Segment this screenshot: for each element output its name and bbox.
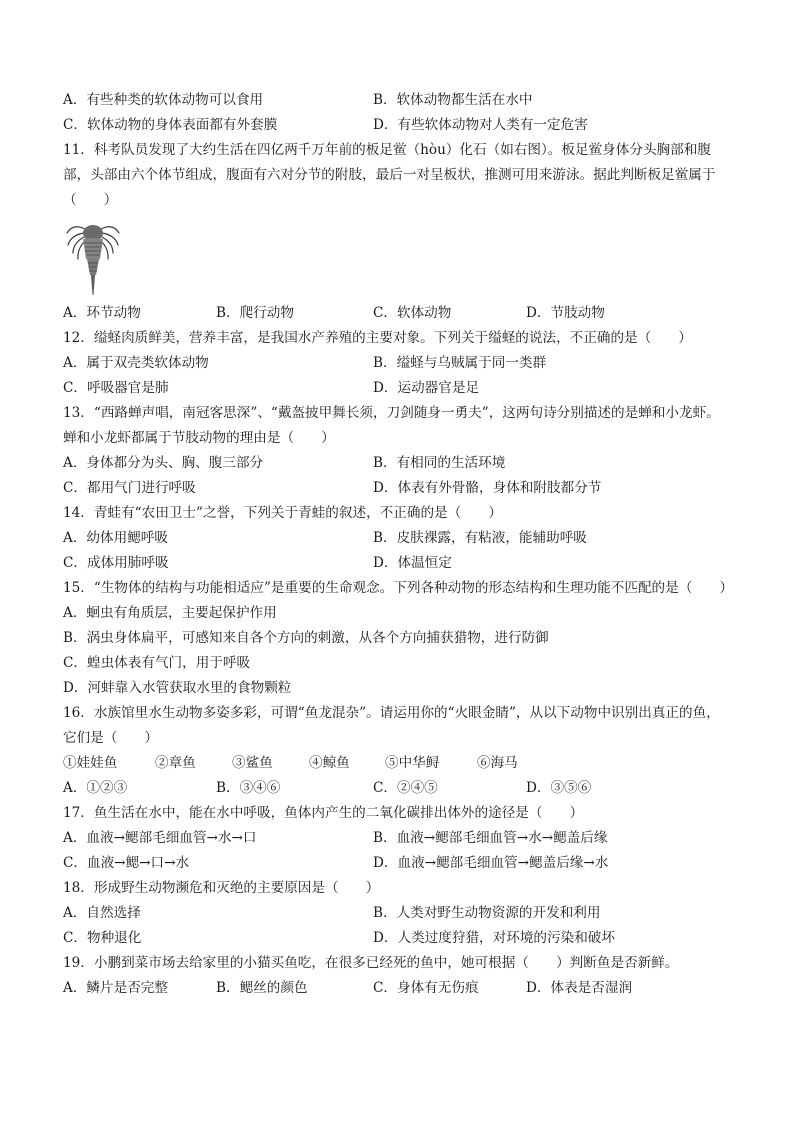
q13-option-c: C．都用气门进行呼吸 [63, 480, 196, 496]
q16-option-d: D．③⑤⑥ [526, 780, 592, 796]
q19-options-row [63, 976, 733, 1001]
q10-option-c: C．软体动物的身体表面都有外套膜 [63, 117, 278, 133]
q12-option-a: A．属于双壳类软体动物 [63, 355, 209, 371]
q14-option-c: C．成体用肺呼吸 [63, 555, 169, 571]
q12-options-row-2 [63, 376, 733, 401]
q13-options-row-1 [63, 451, 733, 476]
q14-option-b: B．皮肤裸露，有粘液，能辅助呼吸 [373, 530, 587, 546]
q16-option-b: B．③④⑥ [216, 780, 281, 796]
q17-stem: 17．鱼生活在水中，能在水中呼吸，鱼体内产生的二氧化碳排出体外的途径是（ ） [63, 805, 584, 821]
q10-option-d: D．有些软体动物对人类有一定危害 [373, 117, 588, 133]
q15-option-c: C．蝗虫体表有气门，用于呼吸 [63, 655, 251, 671]
q17-option-b: B．血液→鳃部毛细血管→水→鳃盖后缘 [373, 830, 608, 846]
q17-option-a: A．血液→鳃部毛细血管→水→口 [63, 830, 257, 846]
q11-option-b: B．爬行动物 [216, 305, 294, 321]
q12-option-c: C．呼吸器官是肺 [63, 380, 169, 396]
q19-option-d: D．体表是否湿润 [526, 980, 633, 996]
q10-options-row-2 [63, 113, 733, 138]
q11-stem: 11．科考队员发现了大约生活在四亿两千万年前的板足鲎（hòu）化石（如右图）。板足鲎身体分头胸部和腹部，头部由六个体节组成，腹面有六对分节的附肢，最后一对呈板状，推测可用来游泳。据此判断板足鲎属于（ ） [63, 142, 716, 208]
q11-option-c: C．软体动物 [373, 305, 452, 321]
eurypterid-fossil-image [63, 215, 733, 297]
q16-items-row [63, 751, 733, 776]
q18-option-d: D．人类过度狩猎，对环境的污染和破坏 [373, 930, 615, 946]
q14-options-row-2 [63, 551, 733, 576]
q13-stem: 13．“西路蝉声唱，南冠客思深”、“戴盔披甲舞长须，刀剑随身一勇夫”，这两句诗分别描述的是蝉和小龙虾。蝉和小龙虾都属于节肢动物的理由是（ ） [63, 405, 720, 446]
q19-stem: 19．小鹏到菜市场去给家里的小猫买鱼吃，在很多已经死的鱼中，她可根据（ ）判断鱼是否新鲜。 [63, 955, 679, 971]
q14-options-row-1 [63, 526, 733, 551]
q11-option-d: D．节肢动物 [526, 305, 605, 321]
q18-stem: 18．形成野生动物濒危和灭绝的主要原因是（ ） [63, 880, 380, 896]
q16-item-2: ②章鱼 [155, 755, 196, 771]
q12-options-row-1 [63, 351, 733, 376]
q10-option-a: A．有些种类的软体动物可以食用 [63, 92, 264, 108]
q15-option-b: B．涡虫身体扁平，可感知来自各个方向的刺激，从各个方向捕获猎物，进行防御 [63, 630, 549, 646]
q15-stem: 15．“生物体的结构与功能相适应”是重要的生命观念。下列各种动物的形态结构和生理功能不匹配的是（ ） [63, 580, 734, 596]
q16-option-c: C．②④⑤ [373, 780, 438, 796]
q12-stem: 12．缢蛏肉质鲜美，营养丰富，是我国水产养殖的主要对象。下列关于缢蛏的说法，不正确的是（ ） [63, 330, 693, 346]
q16-options-row [63, 776, 733, 801]
q10-options-row-1 [63, 88, 733, 113]
q13-option-b: B．有相同的生活环境 [373, 455, 506, 471]
q15-option-a: A．蛔虫有角质层，主要起保护作用 [63, 605, 277, 621]
q18-option-c: C．物种退化 [63, 930, 142, 946]
q10-option-b: B．软体动物都生活在水中 [373, 92, 533, 108]
q17-option-d: D．血液→鳃部毛细血管→鳃盖后缘→水 [373, 855, 609, 871]
q16-option-a: A．①②③ [63, 780, 128, 796]
q14-option-a: A．幼体用鳃呼吸 [63, 530, 168, 546]
q17-options-row-1 [63, 826, 733, 851]
q18-option-b: B．人类对野生动物资源的开发和利用 [373, 905, 601, 921]
q12-option-d: D．运动器官是足 [373, 380, 480, 396]
q16-item-1: ①娃娃鱼 [63, 755, 118, 771]
q12-option-b: B．缢蛏与乌贼属于同一类群 [373, 355, 547, 371]
q16-item-3: ③鲨鱼 [232, 755, 273, 771]
eurypterid-fossil-icon [63, 215, 123, 297]
q13-options-row-2 [63, 476, 733, 501]
q18-option-a: A．自然选择 [63, 905, 141, 921]
q19-option-a: A．鳞片是否完整 [63, 980, 168, 996]
q19-option-b: B．鳃丝的颜色 [216, 980, 308, 996]
q17-options-row-2 [63, 851, 733, 876]
q16-item-4: ④鲸鱼 [309, 755, 350, 771]
q19-option-c: C．身体有无伤痕 [373, 980, 479, 996]
q11-options-row [63, 301, 733, 326]
q13-option-d: D．体表有外骨骼，身体和附肢都分节 [373, 480, 602, 496]
q16-item-6: ⑥海马 [477, 755, 518, 771]
q15-option-d: D．河蚌靠入水管获取水里的食物颗粒 [63, 680, 292, 696]
exam-page [63, 88, 733, 1001]
q18-options-row-2 [63, 926, 733, 951]
q14-option-d: D．体温恒定 [373, 555, 452, 571]
q13-option-a: A．身体都分为头、胸、腹三部分 [63, 455, 264, 471]
q17-option-c: C．血液→鳃→口→水 [63, 855, 190, 871]
q16-item-5: ⑤中华鲟 [385, 755, 440, 771]
q11-option-a: A．环节动物 [63, 305, 141, 321]
q16-stem: 16．水族馆里水生动物多姿多彩，可谓“鱼龙混杂”。请运用你的“火眼金睛”，从以下动物中识别出真正的鱼，它们是（ ） [63, 705, 720, 746]
q18-options-row-1 [63, 901, 733, 926]
q14-stem: 14．青蛙有“农田卫士”之誉，下列关于青蛙的叙述，不正确的是（ ） [63, 505, 503, 521]
